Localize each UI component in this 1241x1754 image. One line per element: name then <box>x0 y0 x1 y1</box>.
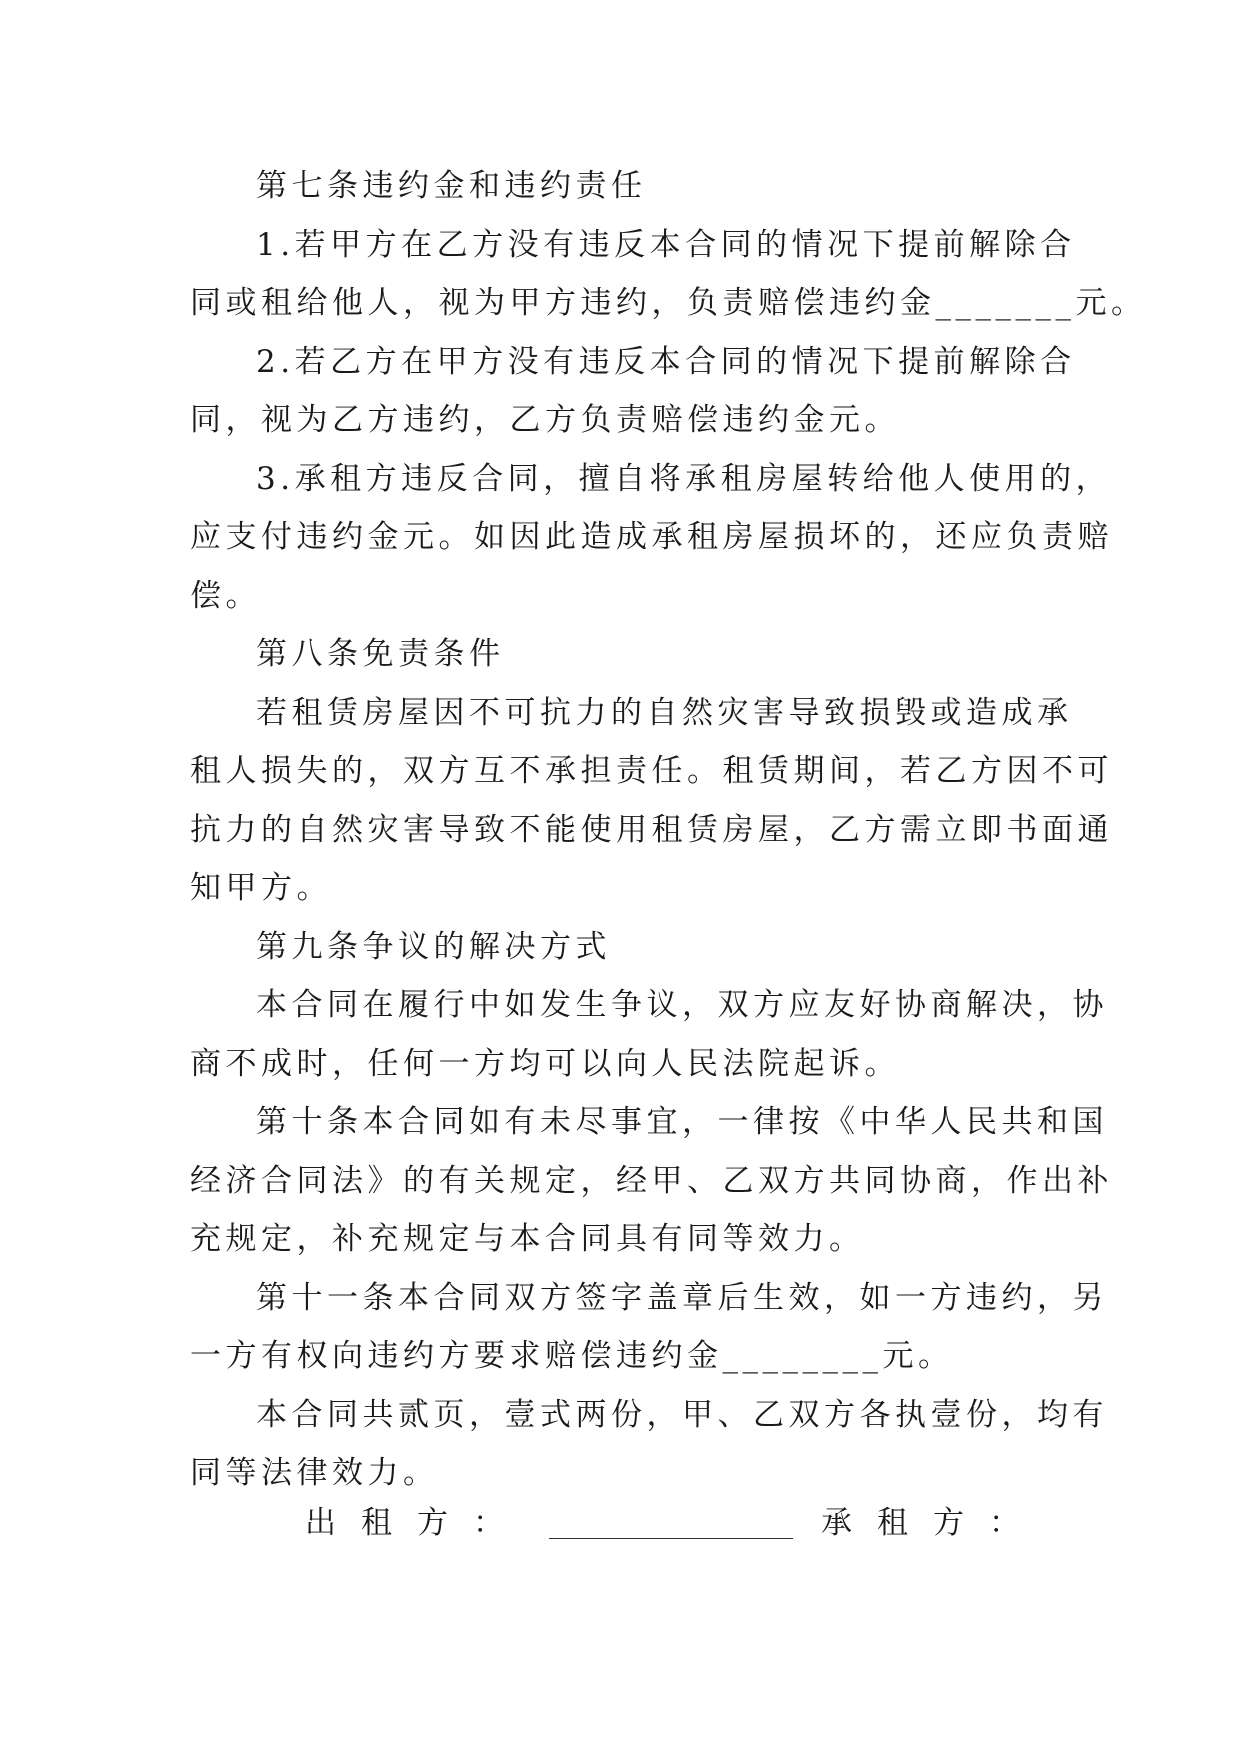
article-10-line: 第十条本合同如有未尽事宜，一律按《中华人民共和国 <box>256 1104 1108 1140</box>
signature-row <box>305 1494 1045 1553</box>
paragraph-line: 一方有权向违约方要求赔偿违约金________元。 <box>190 1338 954 1374</box>
paragraph-line: 商不成时，任何一方均可以向人民法院起诉。 <box>190 1045 900 1082</box>
lessee-label: 承租方： <box>821 1505 1045 1541</box>
paragraph-line: 本合同在履行中如发生争议，双方应友好协商解决，协 <box>256 987 1108 1023</box>
paragraph-line: 租人损失的，双方互不承担责任。租赁期间，若乙方因不可 <box>190 753 1113 789</box>
lessor-label: 出租方： <box>305 1505 529 1541</box>
paragraph-line: 充规定，补充规定与本合同具有同等效力。 <box>190 1221 865 1257</box>
article-7-heading: 第七条违约金和违约责任 <box>256 168 647 204</box>
paragraph-line: 2.若乙方在甲方没有违反本合同的情况下提前解除合 <box>256 343 1076 380</box>
article-8-heading: 第八条免责条件 <box>256 636 505 672</box>
paragraph-line: 同，视为乙方违约，乙方负责赔偿违约金元。 <box>190 402 900 438</box>
document-body <box>190 157 1147 1503</box>
paragraph-line: 经济合同法》的有关规定，经甲、乙双方共同协商，作出补 <box>190 1162 1113 1199</box>
paragraph-line: 偿。 <box>190 577 261 614</box>
article-11-line: 第十一条本合同双方签字盖章后生效，如一方违约，另 <box>256 1279 1108 1316</box>
paragraph-line: 若租赁房屋因不可抗力的自然灾害导致损毁或造成承 <box>256 694 1073 731</box>
paragraph-line: 同或租给他人，视为甲方违约，负责赔偿违约金_______元。 <box>190 285 1147 321</box>
paragraph-line: 知甲方。 <box>190 870 332 906</box>
paragraph-line: 抗力的自然灾害导致不能使用租赁房屋，乙方需立即书面通 <box>190 811 1113 848</box>
article-9-heading: 第九条争议的解决方式 <box>256 928 611 965</box>
paragraph-line: 1.若甲方在乙方没有违反本合同的情况下提前解除合 <box>256 226 1076 263</box>
paragraph-line: 应支付违约金元。如因此造成承租房屋损坏的，还应负责赔 <box>190 519 1113 555</box>
paragraph-line: 本合同共贰页，壹式两份，甲、乙双方各执壹份，均有 <box>256 1396 1108 1433</box>
paragraph-line: 3.承租方违反合同，擅自将承租房屋转给他人使用的， <box>256 460 1112 497</box>
lessor-signature-blank <box>549 1508 793 1539</box>
paragraph-line: 同等法律效力。 <box>190 1455 439 1491</box>
